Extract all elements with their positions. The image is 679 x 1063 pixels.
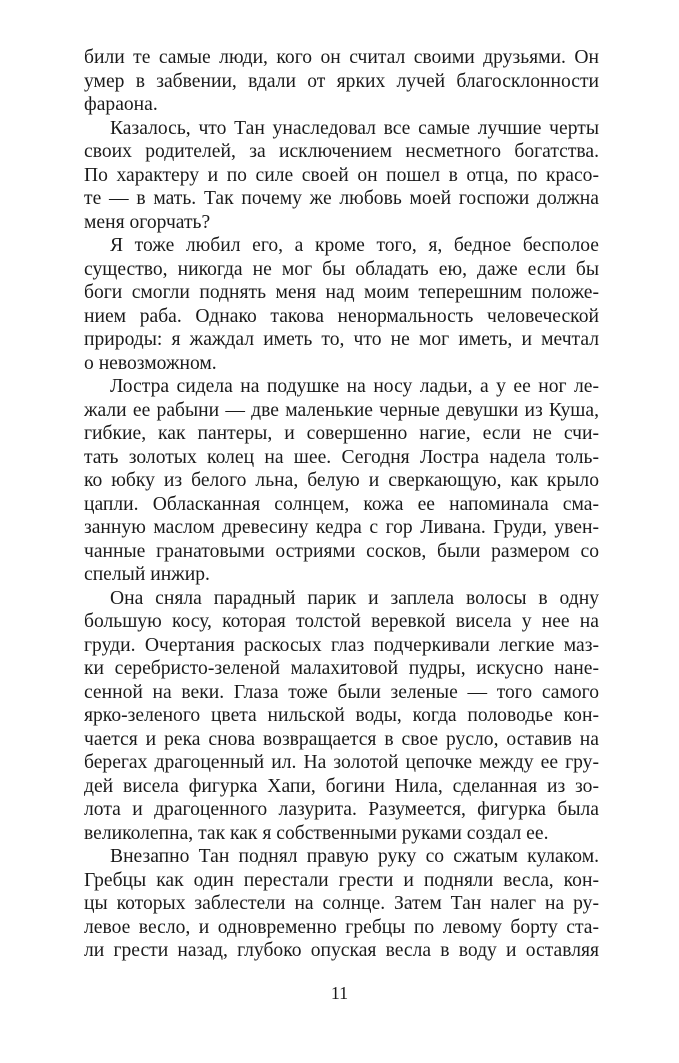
text-line: ярко-зеленого цвета нильской воды, когда половодье кон- [84,705,599,726]
text-line: занную маслом древесину кедра с гор Ливана. Груди, увен- [84,517,599,538]
text-line: существо, никогда не мог бы обладать ею, даже если бы [84,258,599,280]
text-line: те — в мать. Так почему же любовь моей госпожи должна [84,188,599,209]
paragraph [84,234,599,375]
text-line: ли грести назад, глубоко опуская весла в воду и оставляя [84,940,599,961]
text-line: умер в забвении, вдали от ярких лучей благосклонности [84,70,599,92]
text-line: о невозможном. [84,352,217,374]
text-line: меня огорчать? [84,211,211,233]
text-line: ко юбку из белого льна, белую и сверкающую, как крыло [84,470,599,491]
text-line: чается и река снова возвращается в свое русло, оставив на [84,728,599,750]
text-line: берегах драгоценный ил. На золотой цепочке между ее гру- [84,752,599,773]
text-line: нием раба. Однако такова ненормальность человеческой [84,305,599,327]
text-line: великолепна, так как я собственными руками создал ее. [84,822,549,844]
text-line: Гребцы как один перестали грести и подняли весла, кон- [84,869,599,891]
text-line: жали ее рабыни — две маленькие черные девушки из Куша, [84,399,599,421]
text-line: цапли. Обласканная солнцем, кожа ее напоминала сма- [84,493,599,515]
text-line: По характеру и по силе своей он пошел в отца, по красо- [84,164,599,186]
text-line: Внезапно Тан поднял правую руку со сжатым кулаком. [110,846,599,867]
text-line: чанные гранатовыми остриями сосков, были размером со [84,540,599,562]
paragraph [84,845,599,963]
text-line: дей висела фигурка Хапи, богини Нила, сделанная из зо- [84,775,599,797]
text-line: гибкие, как пантеры, и совершенно нагие, если не счи- [84,423,599,444]
text-line: били те самые люди, кого он считал своими друзьями. Он [84,47,599,68]
paragraph [84,117,599,235]
page-number: 11 [330,983,349,1003]
text-line: цы которых заблестели на солнце. Затем Тан налег на ру- [84,893,599,914]
text-line: ки серебристо-зеленой малахитовой пудры, искусно нане- [84,658,599,679]
paragraph [84,375,599,587]
text-line: Я тоже любил его, а кроме того, я, бедное бесполое [110,235,599,256]
text-line: большую косу, которая толстой веревкой висела у нее на [84,611,599,632]
text-line: Казалось, что Тан унаследовал все самые лучшие черты [110,117,599,139]
text-line: груди. Очертания раскосых глаз подчеркивали легкие маз- [84,634,599,656]
text-line: природы: я жаждал иметь то, что не мог иметь, и мечтал [84,329,599,350]
text-line: тать золотых колец на шее. Сегодня Лостра надела толь- [84,446,599,468]
paragraph [84,587,599,846]
text-line: Она сняла парадный парик и заплела волосы в одну [110,587,599,609]
text-line: спелый инжир. [84,564,210,585]
text-line: лота и драгоценного лазурита. Разумеется, фигурка была [84,799,599,820]
text-line: своих родителей, за исключением несметного богатства. [84,141,599,162]
text-line: левое весло, и одновременно гребцы по левому борту ста- [84,916,599,938]
text-line: сенной на веки. Глаза тоже были зеленые — того самого [84,681,599,703]
body-text [84,46,599,963]
text-line: фараона. [84,94,158,115]
text-line: боги смогли поднять меня над моим теперешним положе- [84,282,599,303]
paragraph [84,46,599,117]
text-line: Лостра сидела на подушке на носу ладьи, а у ее ног ле- [110,376,599,397]
